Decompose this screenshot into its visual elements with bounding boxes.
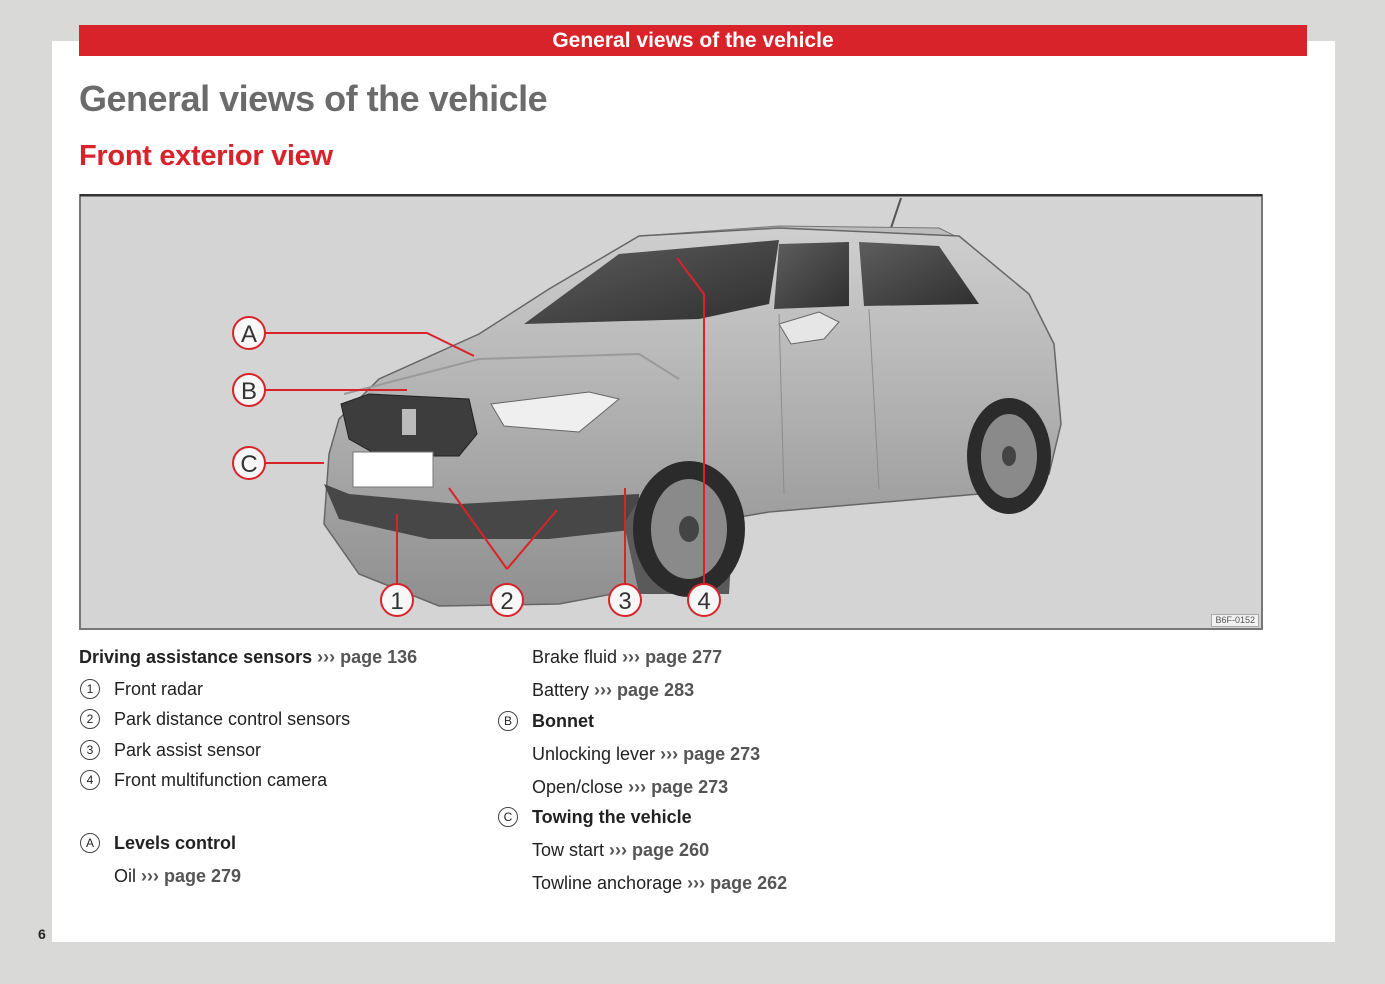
towing-heading: Towing the vehicle [532,807,692,827]
oil-label: Oil [114,866,136,886]
brake-fluid-entry [532,647,722,668]
page-number: 6 [38,926,46,942]
tow-start-entry [532,840,709,861]
section-subtitle: Front exterior view [79,140,333,172]
chevrons-icon: ››› [628,777,647,797]
unlocking-lever-label: Unlocking lever [532,744,656,764]
battery-label: Battery [532,680,590,700]
group-letter-badge: B [498,711,518,731]
item-number-badge: 4 [80,770,100,790]
sensors-heading [79,647,417,668]
vehicle-illustration [79,194,1263,630]
towline-anchorage-label: Towline anchorage [532,873,683,893]
item-number-badge: 1 [80,679,100,699]
bonnet-heading: Bonnet [532,711,594,731]
group-letter-badge: C [498,807,518,827]
callout-2: 2 [500,588,514,615]
list-item-park-distance: Park distance control sensors [114,709,351,729]
oil-entry [114,866,241,887]
list-item-front-camera: Front multifunction camera [114,770,328,790]
chevrons-icon: ››› [609,840,628,860]
page-ref-link[interactable]: page 262 [710,873,788,893]
open-close-label: Open/close [532,777,624,797]
callout-1: 1 [390,588,404,615]
callout-a: A [240,321,258,348]
chevrons-icon: ››› [141,866,159,886]
section-header-title: General views of the vehicle [552,29,834,52]
sensors-heading-label: Driving assistance sensors [79,647,313,667]
chevrons-icon: ››› [622,647,641,667]
page-ref-link[interactable]: page 273 [683,744,761,764]
chevrons-icon: ››› [660,744,679,764]
tow-start-label: Tow start [532,840,605,860]
page-ref-link[interactable]: page 260 [632,840,710,860]
page-title: General views of the vehicle [79,78,548,119]
vehicle-figure [79,194,1263,630]
open-close-entry [532,777,728,798]
page-ref-link[interactable]: page 136 [340,647,418,667]
chevrons-icon: ››› [317,647,336,667]
page-ref-link[interactable]: page 283 [617,680,695,700]
towline-anchorage-entry [532,873,787,894]
item-number-badge: 2 [80,709,100,729]
chevrons-icon: ››› [594,680,613,700]
callout-b: B [240,378,258,405]
page-ref-link[interactable]: page 277 [645,647,723,667]
group-letter-badge: A [80,833,100,853]
list-item-front-radar: Front radar [114,679,204,699]
callout-3: 3 [618,588,632,615]
list-item-park-assist: Park assist sensor [114,740,262,760]
chevrons-icon: ››› [687,873,706,893]
page-ref-link[interactable]: page 279 [164,866,242,886]
figure-code: B6F-0152 [1211,614,1259,627]
item-number-badge: 3 [80,740,100,760]
page-ref-link[interactable]: page 273 [651,777,729,797]
battery-entry [532,680,694,701]
section-header-bar [79,25,1307,56]
brake-fluid-label: Brake fluid [532,647,618,667]
levels-control-heading: Levels control [114,833,237,853]
unlocking-lever-entry [532,744,760,765]
callout-c: C [240,451,258,478]
callout-4: 4 [697,588,711,615]
